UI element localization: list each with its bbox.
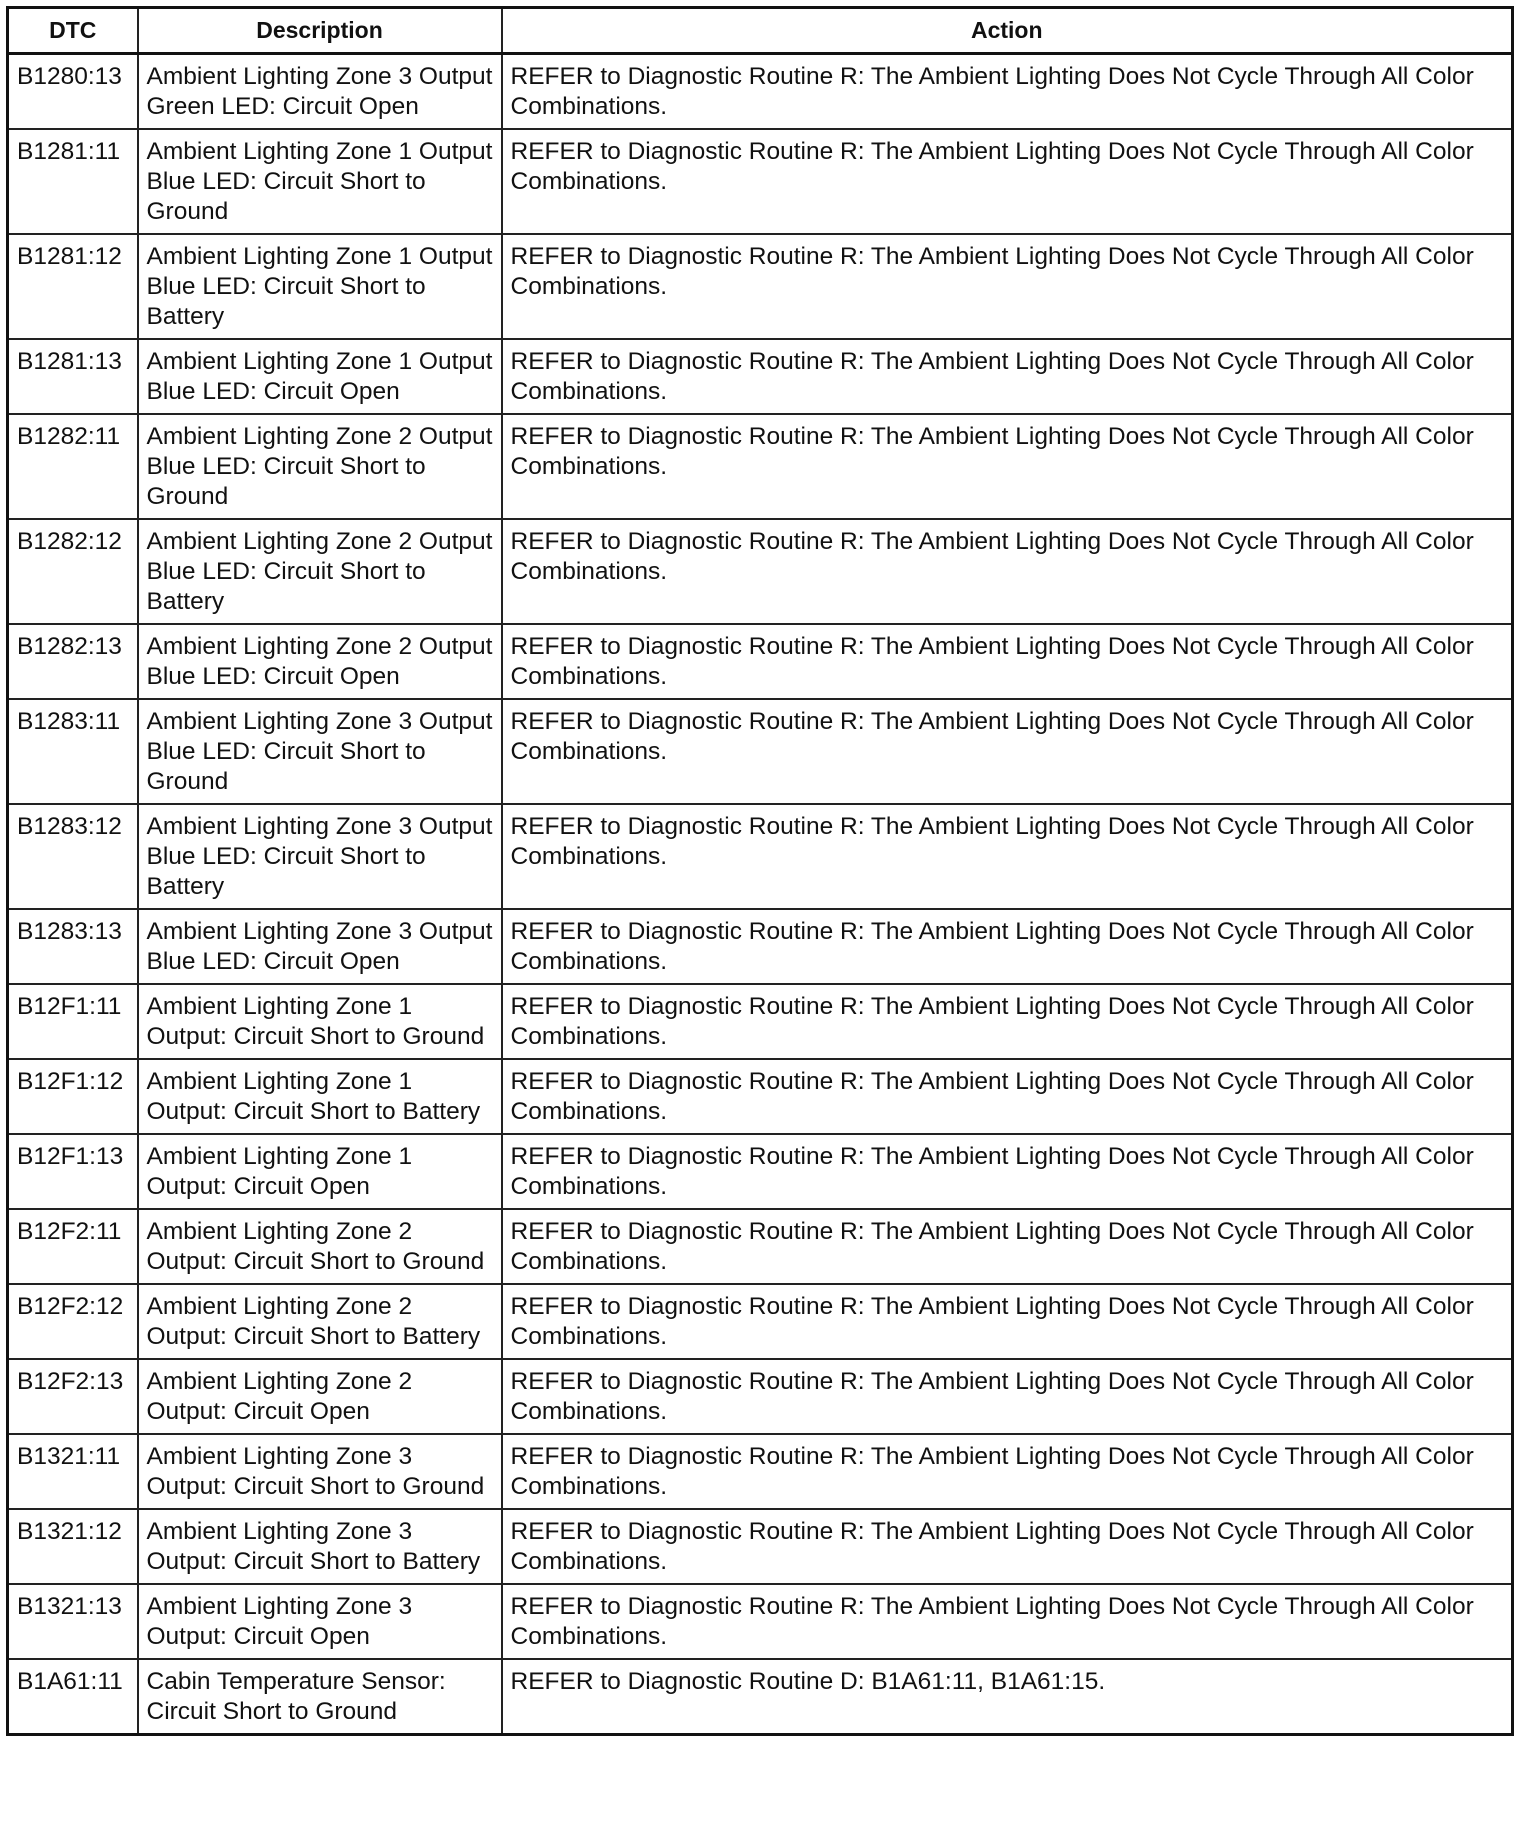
dtc-code-cell: B1283:12	[8, 804, 138, 909]
table-row	[8, 804, 1513, 909]
action-cell: REFER to Diagnostic Routine R: The Ambient Lighting Does Not Cycle Through All Color Combinations.	[502, 1209, 1513, 1284]
table-row	[8, 624, 1513, 699]
action-cell: REFER to Diagnostic Routine R: The Ambient Lighting Does Not Cycle Through All Color Combinations.	[502, 54, 1513, 130]
table-row	[8, 1434, 1513, 1509]
description-cell: Ambient Lighting Zone 2 Output Blue LED: Circuit Short to Battery	[138, 519, 502, 624]
description-cell: Ambient Lighting Zone 3 Output Blue LED: Circuit Short to Battery	[138, 804, 502, 909]
table-row	[8, 1134, 1513, 1209]
dtc-code-cell: B1283:11	[8, 699, 138, 804]
action-cell: REFER to Diagnostic Routine R: The Ambient Lighting Does Not Cycle Through All Color Combinations.	[502, 339, 1513, 414]
dtc-code-cell: B12F1:11	[8, 984, 138, 1059]
action-cell: REFER to Diagnostic Routine R: The Ambient Lighting Does Not Cycle Through All Color Combinations.	[502, 1059, 1513, 1134]
dtc-code-cell: B1282:13	[8, 624, 138, 699]
dtc-code-cell: B12F2:13	[8, 1359, 138, 1434]
action-cell: REFER to Diagnostic Routine R: The Ambient Lighting Does Not Cycle Through All Color Combinations.	[502, 984, 1513, 1059]
dtc-code-cell: B12F2:12	[8, 1284, 138, 1359]
description-cell: Ambient Lighting Zone 2 Output: Circuit Short to Ground	[138, 1209, 502, 1284]
action-cell: REFER to Diagnostic Routine R: The Ambient Lighting Does Not Cycle Through All Color Combinations.	[502, 624, 1513, 699]
dtc-code-cell: B1282:12	[8, 519, 138, 624]
table-header	[8, 8, 1513, 54]
table-row	[8, 129, 1513, 234]
column-header-description: Description	[138, 8, 502, 54]
table-row	[8, 699, 1513, 804]
action-cell: REFER to Diagnostic Routine R: The Ambient Lighting Does Not Cycle Through All Color Combinations.	[502, 129, 1513, 234]
description-cell: Ambient Lighting Zone 1 Output: Circuit Short to Ground	[138, 984, 502, 1059]
action-cell: REFER to Diagnostic Routine D: B1A61:11, B1A61:15.	[502, 1659, 1513, 1735]
column-header-action: Action	[502, 8, 1513, 54]
table-row	[8, 519, 1513, 624]
description-cell: Ambient Lighting Zone 3 Output: Circuit Short to Ground	[138, 1434, 502, 1509]
table-row	[8, 1059, 1513, 1134]
table-row	[8, 984, 1513, 1059]
dtc-code-cell: B1282:11	[8, 414, 138, 519]
dtc-document	[6, 6, 1514, 1736]
action-cell: REFER to Diagnostic Routine R: The Ambient Lighting Does Not Cycle Through All Color Combinations.	[502, 414, 1513, 519]
dtc-code-cell: B1321:13	[8, 1584, 138, 1659]
table-row	[8, 1359, 1513, 1434]
header-row	[8, 8, 1513, 54]
description-cell: Ambient Lighting Zone 3 Output: Circuit Open	[138, 1584, 502, 1659]
action-cell: REFER to Diagnostic Routine R: The Ambient Lighting Does Not Cycle Through All Color Combinations.	[502, 804, 1513, 909]
table-row	[8, 1584, 1513, 1659]
table-row	[8, 54, 1513, 130]
dtc-code-cell: B12F1:12	[8, 1059, 138, 1134]
description-cell: Ambient Lighting Zone 1 Output Blue LED: Circuit Open	[138, 339, 502, 414]
table-row	[8, 1284, 1513, 1359]
table-row	[8, 909, 1513, 984]
table-row	[8, 414, 1513, 519]
description-cell: Cabin Temperature Sensor: Circuit Short to Ground	[138, 1659, 502, 1735]
description-cell: Ambient Lighting Zone 2 Output: Circuit Open	[138, 1359, 502, 1434]
action-cell: REFER to Diagnostic Routine R: The Ambient Lighting Does Not Cycle Through All Color Combinations.	[502, 1584, 1513, 1659]
dtc-code-cell: B1281:13	[8, 339, 138, 414]
dtc-code-cell: B1281:11	[8, 129, 138, 234]
action-cell: REFER to Diagnostic Routine R: The Ambient Lighting Does Not Cycle Through All Color Combinations.	[502, 234, 1513, 339]
description-cell: Ambient Lighting Zone 1 Output: Circuit Open	[138, 1134, 502, 1209]
action-cell: REFER to Diagnostic Routine R: The Ambient Lighting Does Not Cycle Through All Color Combinations.	[502, 1434, 1513, 1509]
dtc-code-cell: B1281:12	[8, 234, 138, 339]
dtc-code-cell: B1321:11	[8, 1434, 138, 1509]
action-cell: REFER to Diagnostic Routine R: The Ambient Lighting Does Not Cycle Through All Color Combinations.	[502, 699, 1513, 804]
table-row	[8, 1659, 1513, 1735]
dtc-code-cell: B12F1:13	[8, 1134, 138, 1209]
dtc-code-cell: B1A61:11	[8, 1659, 138, 1735]
action-cell: REFER to Diagnostic Routine R: The Ambient Lighting Does Not Cycle Through All Color Combinations.	[502, 1284, 1513, 1359]
description-cell: Ambient Lighting Zone 2 Output Blue LED: Circuit Short to Ground	[138, 414, 502, 519]
dtc-code-cell: B12F2:11	[8, 1209, 138, 1284]
description-cell: Ambient Lighting Zone 1 Output Blue LED: Circuit Short to Ground	[138, 129, 502, 234]
table-body	[8, 54, 1513, 1735]
table-row	[8, 1509, 1513, 1584]
description-cell: Ambient Lighting Zone 3 Output Blue LED: Circuit Short to Ground	[138, 699, 502, 804]
table-row	[8, 1209, 1513, 1284]
dtc-code-cell: B1283:13	[8, 909, 138, 984]
description-cell: Ambient Lighting Zone 3 Output Blue LED: Circuit Open	[138, 909, 502, 984]
description-cell: Ambient Lighting Zone 1 Output Blue LED: Circuit Short to Battery	[138, 234, 502, 339]
action-cell: REFER to Diagnostic Routine R: The Ambient Lighting Does Not Cycle Through All Color Combinations.	[502, 909, 1513, 984]
description-cell: Ambient Lighting Zone 2 Output: Circuit Short to Battery	[138, 1284, 502, 1359]
table-row	[8, 234, 1513, 339]
description-cell: Ambient Lighting Zone 3 Output Green LED: Circuit Open	[138, 54, 502, 130]
description-cell: Ambient Lighting Zone 2 Output Blue LED: Circuit Open	[138, 624, 502, 699]
column-header-dtc: DTC	[8, 8, 138, 54]
action-cell: REFER to Diagnostic Routine R: The Ambient Lighting Does Not Cycle Through All Color Combinations.	[502, 519, 1513, 624]
description-cell: Ambient Lighting Zone 3 Output: Circuit Short to Battery	[138, 1509, 502, 1584]
description-cell: Ambient Lighting Zone 1 Output: Circuit Short to Battery	[138, 1059, 502, 1134]
action-cell: REFER to Diagnostic Routine R: The Ambient Lighting Does Not Cycle Through All Color Combinations.	[502, 1359, 1513, 1434]
action-cell: REFER to Diagnostic Routine R: The Ambient Lighting Does Not Cycle Through All Color Combinations.	[502, 1509, 1513, 1584]
dtc-code-cell: B1280:13	[8, 54, 138, 130]
dtc-table	[6, 6, 1514, 1736]
table-row	[8, 339, 1513, 414]
action-cell: REFER to Diagnostic Routine R: The Ambient Lighting Does Not Cycle Through All Color Combinations.	[502, 1134, 1513, 1209]
dtc-code-cell: B1321:12	[8, 1509, 138, 1584]
